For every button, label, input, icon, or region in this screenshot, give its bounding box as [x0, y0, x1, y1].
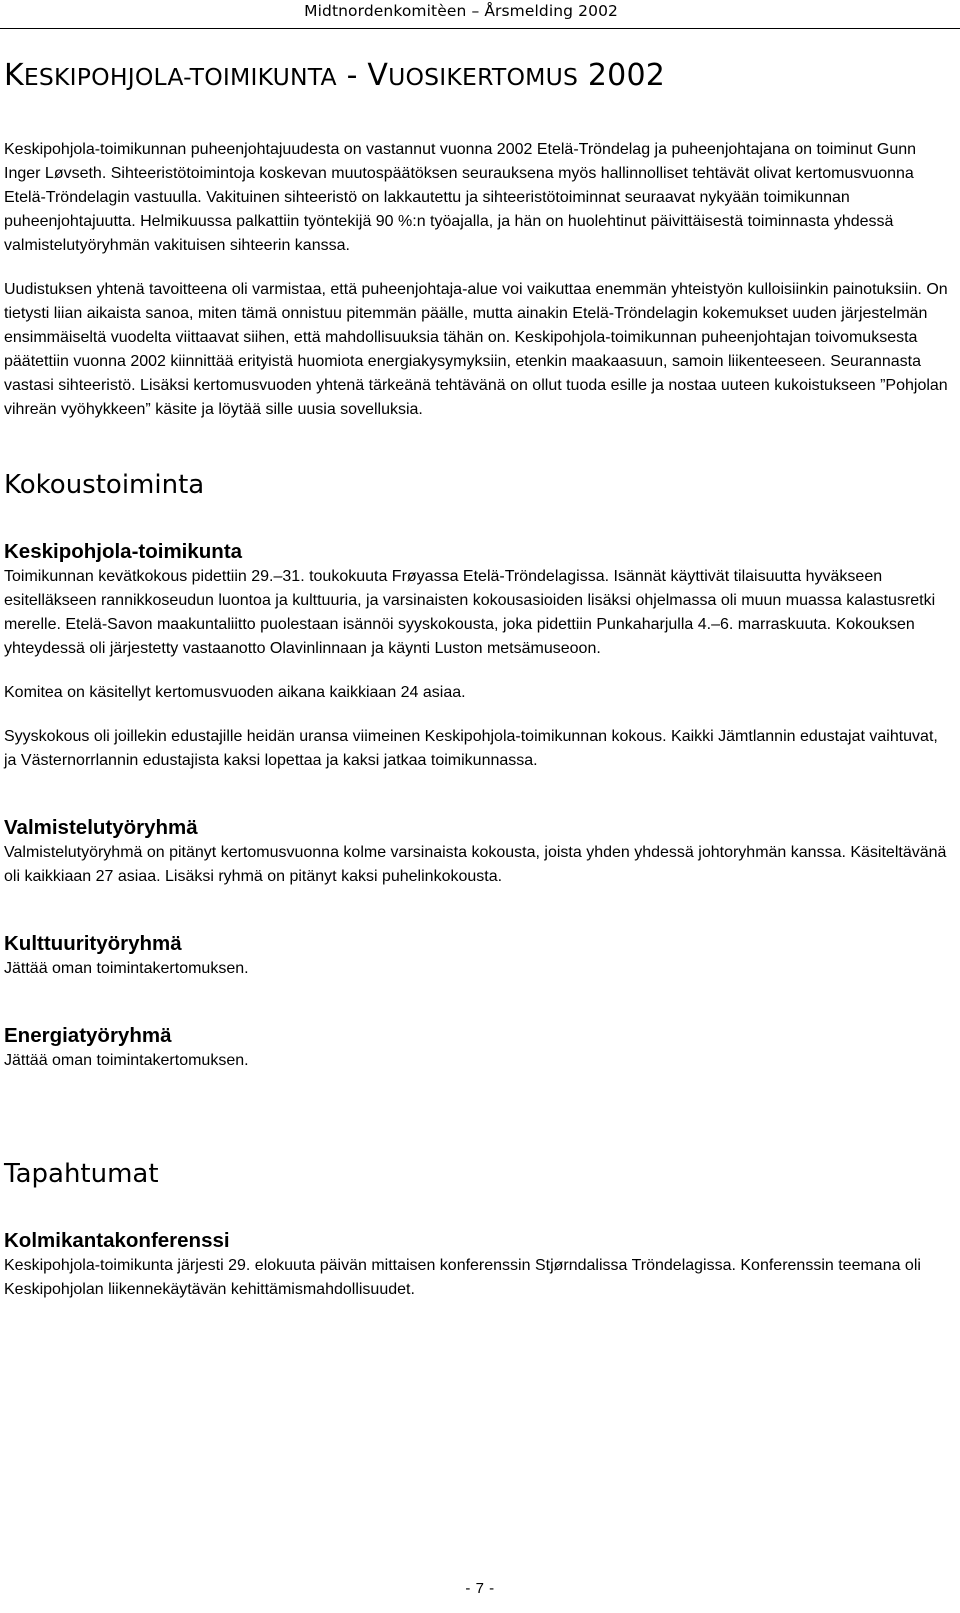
title-separator: - — [336, 58, 368, 93]
subsection-heading-valmistelutyoryhma: Valmistelutyöryhmä — [4, 816, 198, 840]
title-year: 2002 — [578, 58, 666, 93]
page-number: - 7 - — [465, 1580, 495, 1597]
running-header: Midtnordenkomitèen – Årsmelding 2002 — [304, 2, 618, 20]
subsection-heading-kulttuurityoryhma: Kulttuurityöryhmä — [4, 932, 182, 956]
toimikunta-paragraph-3: Syyskokous oli joillekin edustajille heidän uransa viimeinen Keskipohjola-toimikunnan kokous. Kaikki Jämtlannin edustajat vaihtuvat, ja Västernorrlannin edustajista kaksi lopettaa ja kaksi jatkaa toimikunnassa. — [4, 728, 938, 770]
kulttuurityoryhma-paragraph: Jättää oman toimintakertomuksen. — [4, 960, 249, 978]
title-initial-2: V — [367, 58, 389, 93]
subsection-heading-kolmikantakonferenssi: Kolmikantakonferenssi — [4, 1229, 230, 1253]
title-part-2: UOSIKERTOMUS — [388, 63, 579, 91]
section-heading-tapahtumat: Tapahtumat — [4, 1159, 159, 1190]
valmistelutyoryhma-paragraph: Valmistelutyöryhmä on pitänyt kertomusvuonna kolme varsinaista kokousta, joista yhden yhdessä johtoryhmän kanssa. Käsiteltävänä oli kaikkiaan 27 asiaa. Lisäksi ryhmä on pitänyt kaksi puhelinkokousta. — [4, 844, 947, 886]
title-part-1: ESKIPOHJOLA-TOIMIKUNTA — [23, 63, 337, 91]
page-content — [4, 58, 949, 1302]
toimikunta-paragraph-2: Komitea on käsitellyt kertomusvuoden aikana kaikkiaan 24 asiaa. — [4, 684, 466, 702]
intro-paragraph-1: Keskipohjola-toimikunnan puheenjohtajuudesta on vastannut vuonna 2002 Etelä-Tröndelag ja puheenjohtajana on toiminut Gunn Inger Løvseth. Sihteeristötoimintoja koskevan muutospäätöksen seurauksena myös hallinnolliset tehtävät olivat kertomusvuonna Etelä-Tröndelagin vastuulla. Vakituinen sihteeristö on lakkautettu ja sihteeristötoiminnat seuraavat nykyään toimikunnan puheenjohtajuutta. Helmikuussa palkattiin työntekijä 90 %:n työajalla, ja hän on huolehtinut päivittäisestä toiminnasta yhdessä valmistelutyöryhmän vakituisen sihteerin kanssa. — [4, 141, 917, 254]
header-divider — [0, 28, 960, 29]
energiatyoryhma-paragraph: Jättää oman toimintakertomuksen. — [4, 1052, 249, 1070]
subsection-heading-energiatyoryhma: Energiatyöryhmä — [4, 1024, 172, 1048]
section-heading-kokoustoiminta: Kokoustoiminta — [4, 470, 205, 500]
document-title — [4, 58, 949, 94]
kolmikantakonferenssi-paragraph: Keskipohjola-toimikunta järjesti 29. elokuuta päivän mittaisen konferenssin Stjørndalissa Tröndelagissa. Konferenssin teemana oli Keskipohjolan liikennekäytävän kehittämismahdollisuudet. — [4, 1257, 921, 1299]
toimikunta-paragraph-1: Toimikunnan kevätkokous pidettiin 29.–31. toukokuuta Frøyassa Etelä-Tröndelagissa. Isännät käyttivät tilaisuutta hyväkseen esitelläkseen rannikkoseudun luontoa ja kulttuuria, ja varsinaisten kokousasioiden lisäksi ohjelmassa oli muun muassa kalastusretki merelle. Etelä-Savon maakuntaliitto puolestaan isännöi syyskokousta, joka pidettiin Punkaharjulla 4.–6. marraskuuta. Kokouksen yhteydessä oli järjestetty vastaanotto Olavinlinnaan ja käynti Luston metsämuseoon. — [4, 568, 936, 658]
intro-paragraph-2: Uudistuksen yhtenä tavoitteena oli varmistaa, että puheenjohtaja-alue voi vaikuttaa enemmän yhteistyön kulloisiinkin painotuksiin. On tietysti liian aikaista sanoa, miten tämä onnistuu pitemmän päälle, mutta ainakin Etelä-Tröndelagin kokemukset uuden järjestelmän ensimmäiseltä vuodelta viittaavat siihen, että mahdollisuuksia tähän on. Keskipohjola-toimikunnan puheenjohtajan toivomuksesta päätettiin vuonna 2002 kiinnittää erityistä huomiota energiakysymyksiin, etenkin maakaasuun, samoin liikenteeseen. Seurannasta vastasi sihteeristö. Lisäksi kertomusvuoden yhtenä tärkeänä tehtävänä on ollut tuoda esille ja nostaa uuteen kukoistukseen ”Pohjolan vihreän vyöhykkeen” käsite ja löytää sille uusia sovelluksia. — [4, 281, 948, 418]
subsection-heading-keskipohjola-toimikunta: Keskipohjola-toimikunta — [4, 540, 243, 564]
title-initial-1: K — [4, 58, 24, 93]
